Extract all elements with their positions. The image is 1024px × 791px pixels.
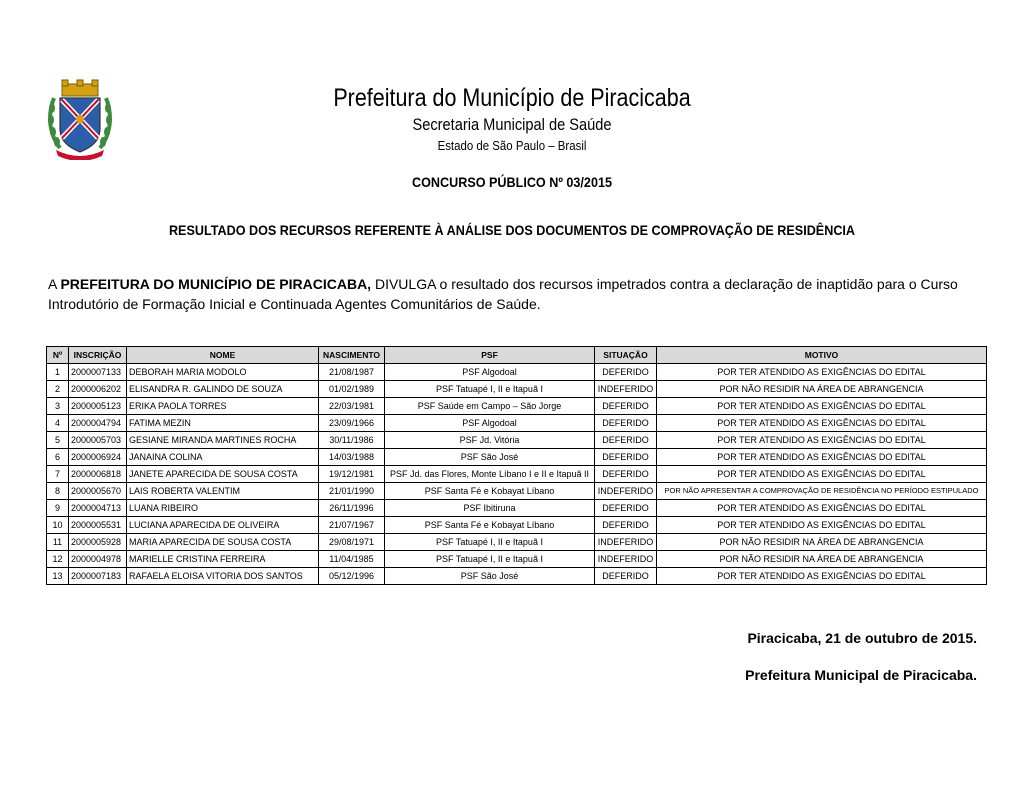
row-reason: POR NÃO RESIDIR NA ÁREA DE ABRANGENCIA	[657, 551, 987, 568]
row-reason: POR NÃO RESIDIR NA ÁREA DE ABRANGENCIA	[657, 381, 987, 398]
row-name: ERIKA PAOLA TORRES	[127, 398, 319, 415]
row-birth-date: 21/07/1967	[319, 517, 385, 534]
row-name: GESIANE MIRANDA MARTINES ROCHA	[127, 432, 319, 449]
row-registration: 2000007133	[69, 364, 127, 381]
row-birth-date: 01/02/1989	[319, 381, 385, 398]
row-psf: PSF Jd. das Flores, Monte Líbano I e II e Itapuã II	[385, 466, 595, 483]
row-birth-date: 19/12/1981	[319, 466, 385, 483]
row-reason: POR TER ATENDIDO AS EXIGÊNCIAS DO EDITAL	[657, 466, 987, 483]
row-psf: PSF Algodoal	[385, 415, 595, 432]
row-registration: 2000004794	[69, 415, 127, 432]
row-number: 1	[47, 364, 69, 381]
row-psf: PSF São José	[385, 449, 595, 466]
row-registration: 2000004713	[69, 500, 127, 517]
row-psf: PSF São José	[385, 568, 595, 585]
row-reason: POR TER ATENDIDO AS EXIGÊNCIAS DO EDITAL	[657, 415, 987, 432]
document-subject-heading: RESULTADO DOS RECURSOS REFERENTE À ANÁLISE DOS DOCUMENTOS DE COMPROVAÇÃO DE RESIDÊNCIA	[168, 222, 856, 238]
state-subtitle: Estado de São Paulo – Brasil	[437, 138, 587, 153]
row-status: DEFERIDO	[595, 449, 657, 466]
row-registration: 2000006924	[69, 449, 127, 466]
row-number: 11	[47, 534, 69, 551]
intro-prefix: A	[48, 276, 61, 292]
table-row	[47, 449, 987, 466]
row-registration: 2000005670	[69, 483, 127, 500]
contest-heading: CONCURSO PÚBLICO Nº 03/2015	[412, 174, 612, 190]
col-header-birth: NASCIMENTO	[319, 347, 385, 364]
row-reason: POR TER ATENDIDO AS EXIGÊNCIAS DO EDITAL	[657, 517, 987, 534]
row-status: DEFERIDO	[595, 415, 657, 432]
row-reason: POR NÃO RESIDIR NA ÁREA DE ABRANGENCIA	[657, 534, 987, 551]
row-name: MARIELLE CRISTINA FERREIRA	[127, 551, 319, 568]
row-number: 10	[47, 517, 69, 534]
row-psf: PSF Santa Fé e Kobayat Líbano	[385, 483, 595, 500]
row-number: 4	[47, 415, 69, 432]
intro-bold: PREFEITURA DO MUNICÍPIO DE PIRACICABA,	[60, 276, 372, 292]
row-status: INDEFERIDO	[595, 483, 657, 500]
row-name: LUCIANA APARECIDA DE OLIVEIRA	[127, 517, 319, 534]
row-reason: POR TER ATENDIDO AS EXIGÊNCIAS DO EDITAL	[657, 500, 987, 517]
row-name: LUANA RIBEIRO	[127, 500, 319, 517]
row-birth-date: 21/01/1990	[319, 483, 385, 500]
table-header-row	[47, 347, 987, 364]
row-status: DEFERIDO	[595, 568, 657, 585]
row-status: DEFERIDO	[595, 364, 657, 381]
table-row	[47, 517, 987, 534]
row-name: DEBORAH MARIA MODOLO	[127, 364, 319, 381]
row-registration: 2000006202	[69, 381, 127, 398]
row-number: 13	[47, 568, 69, 585]
row-birth-date: 30/11/1986	[319, 432, 385, 449]
row-name: JANAINA COLINA	[127, 449, 319, 466]
row-status: INDEFERIDO	[595, 551, 657, 568]
row-name: MARIA APARECIDA DE SOUSA COSTA	[127, 534, 319, 551]
table-row	[47, 432, 987, 449]
row-registration: 2000004978	[69, 551, 127, 568]
row-birth-date: 26/11/1996	[319, 500, 385, 517]
row-number: 8	[47, 483, 69, 500]
row-status: INDEFERIDO	[595, 534, 657, 551]
row-birth-date: 05/12/1996	[319, 568, 385, 585]
secretariat-subtitle: Secretaria Municipal de Saúde	[412, 115, 612, 134]
row-status: DEFERIDO	[595, 500, 657, 517]
row-number: 3	[47, 398, 69, 415]
row-birth-date: 22/03/1981	[319, 398, 385, 415]
table-row	[47, 381, 987, 398]
row-birth-date: 11/04/1985	[319, 551, 385, 568]
row-registration: 2000005703	[69, 432, 127, 449]
row-psf: PSF Tatuapé I, II e Itapuã I	[385, 534, 595, 551]
table-row	[47, 364, 987, 381]
municipality-title: Prefeitura do Município de Piracicaba	[333, 84, 691, 112]
footer-date: Piracicaba, 21 de outubro de 2015.	[747, 630, 977, 646]
col-header-registration: INSCRIÇÃO	[69, 347, 127, 364]
row-status: DEFERIDO	[595, 432, 657, 449]
col-header-psf: PSF	[385, 347, 595, 364]
row-reason: POR TER ATENDIDO AS EXIGÊNCIAS DO EDITAL	[657, 432, 987, 449]
table-row	[47, 415, 987, 432]
row-psf: PSF Saúde em Campo – São Jorge	[385, 398, 595, 415]
col-header-number: Nº	[47, 347, 69, 364]
table-row	[47, 466, 987, 483]
row-name: LAIS ROBERTA VALENTIM	[127, 483, 319, 500]
row-name: ELISANDRA R. GALINDO DE SOUZA	[127, 381, 319, 398]
row-birth-date: 21/08/1987	[319, 364, 385, 381]
table-row	[47, 398, 987, 415]
row-psf: PSF Jd. Vitória	[385, 432, 595, 449]
col-header-name: NOME	[127, 347, 319, 364]
row-birth-date: 14/03/1988	[319, 449, 385, 466]
intro-rest: DIVULGA o resultado dos recursos impetrados contra a declaração de inaptidão para o Curso Introdutório de Formação Inicial e Continuada Agentes Comunitários de Saúde.	[48, 276, 958, 312]
row-status: DEFERIDO	[595, 517, 657, 534]
row-status: DEFERIDO	[595, 466, 657, 483]
row-registration: 2000006818	[69, 466, 127, 483]
row-birth-date: 23/09/1966	[319, 415, 385, 432]
row-psf: PSF Santa Fé e Kobayat Líbano	[385, 517, 595, 534]
row-reason: POR TER ATENDIDO AS EXIGÊNCIAS DO EDITAL	[657, 364, 987, 381]
row-reason: POR TER ATENDIDO AS EXIGÊNCIAS DO EDITAL	[657, 568, 987, 585]
row-psf: PSF Tatuapé I, II e Itapuã I	[385, 381, 595, 398]
col-header-status: SITUAÇÃO	[595, 347, 657, 364]
row-psf: PSF Ibitiruna	[385, 500, 595, 517]
table-row	[47, 568, 987, 585]
row-reason: POR TER ATENDIDO AS EXIGÊNCIAS DO EDITAL	[657, 449, 987, 466]
row-name: RAFAELA ELOISA VITORIA DOS SANTOS	[127, 568, 319, 585]
row-psf: PSF Algodoal	[385, 364, 595, 381]
row-name: JANETE APARECIDA DE SOUSA COSTA	[127, 466, 319, 483]
row-reason: POR NÃO APRESENTAR A COMPROVAÇÃO DE RESIDÊNCIA NO PERÍODO ESTIPULADO	[657, 483, 987, 500]
table-row	[47, 551, 987, 568]
results-table	[46, 346, 987, 585]
row-psf: PSF Tatuapé I, II e Itapuã I	[385, 551, 595, 568]
table-row	[47, 500, 987, 517]
intro-paragraph	[48, 274, 978, 314]
table-row	[47, 534, 987, 551]
row-registration: 2000005531	[69, 517, 127, 534]
row-number: 12	[47, 551, 69, 568]
col-header-reason: MOTIVO	[657, 347, 987, 364]
row-number: 5	[47, 432, 69, 449]
row-number: 2	[47, 381, 69, 398]
row-reason: POR TER ATENDIDO AS EXIGÊNCIAS DO EDITAL	[657, 398, 987, 415]
row-name: FATIMA MEZIN	[127, 415, 319, 432]
row-status: DEFERIDO	[595, 398, 657, 415]
row-number: 9	[47, 500, 69, 517]
row-registration: 2000005928	[69, 534, 127, 551]
row-number: 7	[47, 466, 69, 483]
row-status: INDEFERIDO	[595, 381, 657, 398]
row-number: 6	[47, 449, 69, 466]
table-row	[47, 483, 987, 500]
row-registration: 2000007183	[69, 568, 127, 585]
row-birth-date: 29/08/1971	[319, 534, 385, 551]
row-registration: 2000005123	[69, 398, 127, 415]
footer-signature: Prefeitura Municipal de Piracicaba.	[745, 667, 977, 683]
